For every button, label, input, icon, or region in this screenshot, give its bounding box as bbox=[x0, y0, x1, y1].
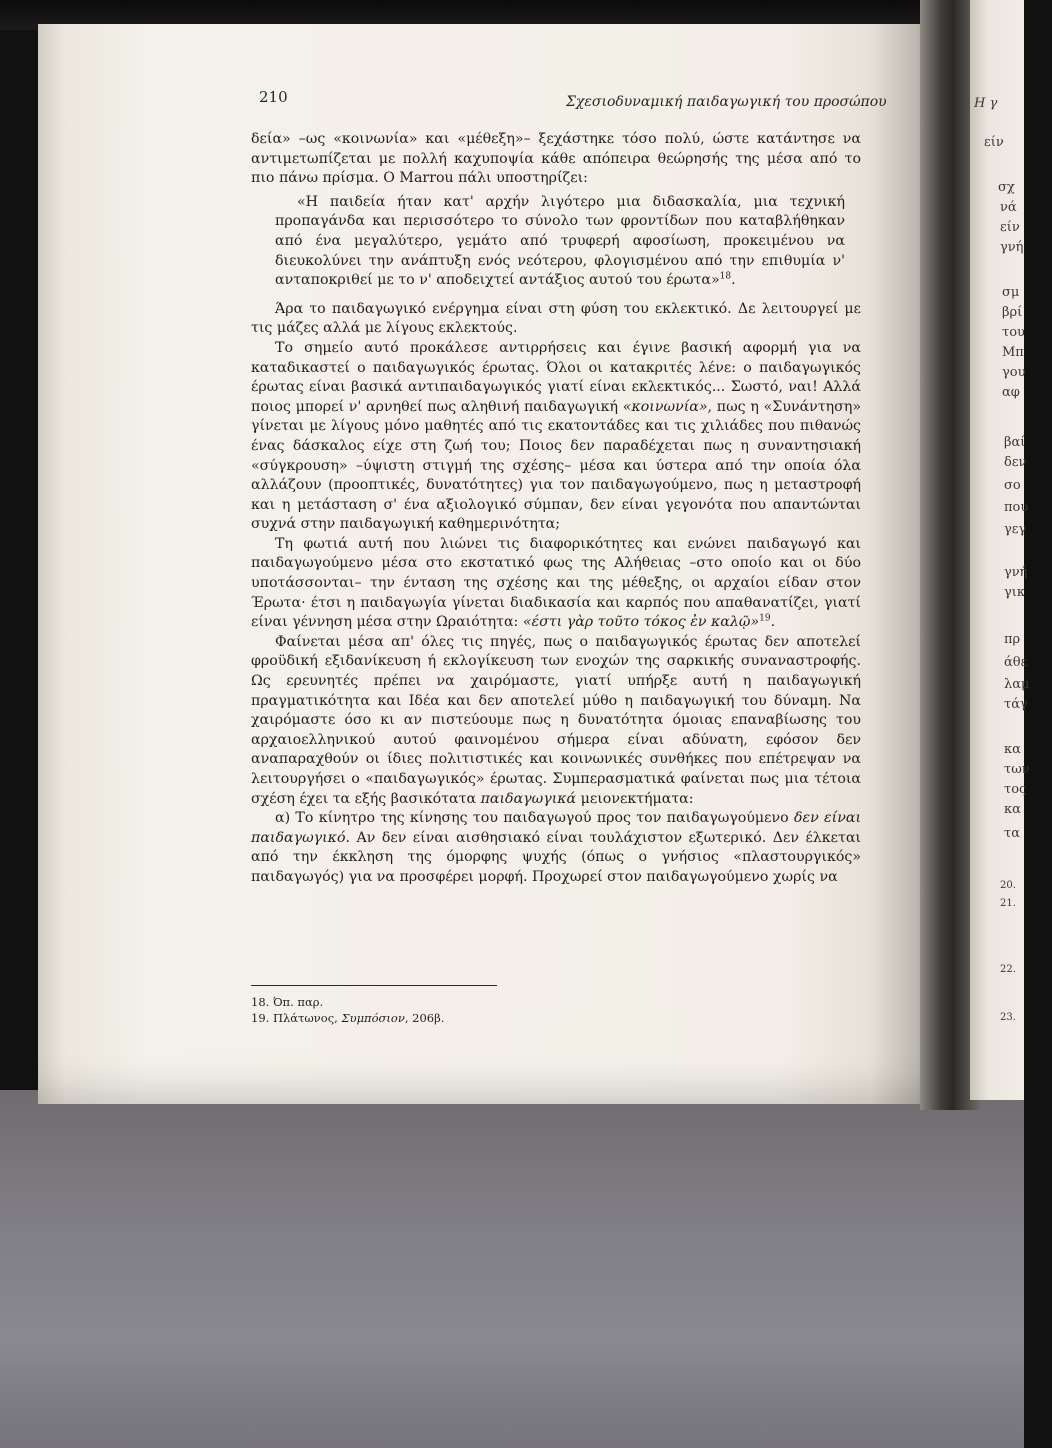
running-head: Σχεσιοδυναμική παιδαγωγική του προσώπου bbox=[566, 94, 887, 110]
body-text bbox=[251, 130, 861, 888]
facing-fragment: του bbox=[1002, 325, 1025, 340]
paragraph bbox=[251, 535, 861, 633]
paragraph bbox=[251, 633, 861, 809]
facing-fragment: γεγ bbox=[1004, 522, 1027, 537]
paragraph: δεία» –ως «κοινωνία» και «μέθεξη»– ξεχάστηκε τόσο πολύ, ώστε κατάντησε να αντιμετωπίζεται με πολλή καχυποψία κάθε απόπειρα θεώρησής της μέσα από το πιο πάνω πρίσμα. Ο Marrou πάλι υποστηρίζει: bbox=[251, 131, 861, 187]
facing-fragment: Μπ bbox=[1002, 345, 1024, 360]
facing-fragment: είν bbox=[984, 135, 1004, 150]
paragraph-text: Τη φωτιά αυτή που λιώνει τις διαφορικότητες και ενώνει παιδαγωγό και παιδαγωγούμενο μέσα στο εκστατικό φως της Αλήθειας –στο οποίο και οι δύο υποτάσσονται– την ένταση της σχέσης και της μέθεξης, οι αρχαίοι είδαν στον Έρωτα· έτσι η παιδαγωγία γίνεται διαδικασία και καρπός που απαθανατίζει, γιατί είναι γέννηση μέσα στην Ωραιότητα: bbox=[251, 535, 861, 631]
footnote-ref: 19 bbox=[759, 613, 771, 624]
footnote-number: 18. bbox=[251, 995, 270, 1009]
facing-fragment: που bbox=[1004, 500, 1029, 515]
facing-fragment: τος bbox=[1004, 782, 1027, 797]
paragraph bbox=[251, 809, 861, 887]
facing-fragment: αφ bbox=[1002, 385, 1020, 400]
facing-fragment: σμ bbox=[1002, 285, 1020, 300]
paragraph bbox=[251, 339, 861, 535]
footnote-18 bbox=[251, 994, 651, 1010]
block-quote: «Η παιδεία ήταν κατ' αρχήν λιγότερο μια διδασκαλία, μια τεχνική προπαγάνδα και περισσότερο το σύνολο των φροντίδων που καταβλήθηκαν από ένα μεγαλύτερο, γεμάτο από τρυφερή αφοσίωση, προκειμένου να διευκολύνει την ανάπτυξη ενός νεότερου, φλογισμένου από την επιθυμία ν' ανταποκριθεί με το ν' αποδειχτεί αντάξιος αυτού του έρωτα»$^{18}$. bbox=[275, 193, 845, 289]
paragraph-text: . bbox=[770, 614, 776, 631]
paragraph-text: μειονεκτήματα: bbox=[576, 790, 694, 807]
facing-fragment: γνή bbox=[1000, 240, 1024, 255]
footnote-text: Πλάτωνος, bbox=[272, 1011, 338, 1025]
footnote-text: Όπ. παρ. bbox=[272, 995, 324, 1009]
facing-page bbox=[970, 0, 1030, 1100]
paragraph-text: α) Το κίνητρο της κίνησης του παιδαγωγού προς τον παιδαγωγούμενο bbox=[275, 810, 789, 827]
emphasis: «έστι γὰρ τοῦτο τόκος ἐν καλῷ» bbox=[522, 614, 760, 631]
facing-fragment: τάγ bbox=[1004, 697, 1028, 712]
facing-fragment: πρ bbox=[1004, 632, 1021, 647]
facing-footnote-number: 23. bbox=[1000, 1012, 1016, 1023]
emphasis: «κοινωνία» bbox=[622, 398, 708, 415]
facing-fragment: τα bbox=[1004, 826, 1020, 841]
emphasis: δεν είναι παιδαγωγικό bbox=[251, 810, 862, 846]
footnote-19 bbox=[251, 1010, 651, 1026]
facing-fragment: σχ bbox=[998, 180, 1015, 195]
footnote-text: , 206β. bbox=[404, 1011, 445, 1025]
paragraph-text: . Αν δεν είναι αισθησιακό είναι τουλάχιστον εξωτερικό. Δεν έλκεται από την έκκληση της όμορφης ψυχής (όπως ο γνήσιος «πλαστουργικός» παιδαγωγός) για να προσφέρει μορφή. Προχωρεί στον παιδαγωγούμενο χωρίς να bbox=[251, 829, 861, 885]
facing-fragment: άθε bbox=[1004, 655, 1028, 670]
footnote-divider bbox=[251, 985, 497, 986]
footnote-number: 19. bbox=[251, 1011, 270, 1025]
paragraph: Άρα το παιδαγωγικό ενέργημα είναι στη φύση του εκλεκτικό. Δε λειτουργεί με τις μάζες αλλά με λίγους εκλεκτούς. bbox=[251, 300, 861, 337]
facing-fragment: βαί bbox=[1004, 435, 1026, 450]
facing-fragment: Η γ bbox=[974, 96, 998, 111]
footnote-title: Συμπόσιον bbox=[341, 1011, 405, 1025]
facing-footnote-number: 21. bbox=[1000, 898, 1016, 909]
facing-fragment: των bbox=[1004, 762, 1030, 777]
facing-footnote-number: 20. bbox=[1000, 880, 1016, 891]
facing-fragment: βρί bbox=[1002, 305, 1023, 320]
facing-fragment: γου bbox=[1002, 365, 1026, 380]
emphasis: παιδαγωγικά bbox=[480, 790, 577, 807]
page-number: 210 bbox=[259, 88, 288, 106]
footnote-ref: 18 bbox=[719, 271, 732, 282]
scanner-bed bbox=[0, 1090, 1024, 1448]
facing-fragment: σο bbox=[1004, 478, 1021, 493]
facing-fragment: είν bbox=[1000, 220, 1020, 235]
facing-footnote-number: 22. bbox=[1000, 964, 1016, 975]
facing-fragment: νά bbox=[1000, 200, 1017, 215]
facing-fragment: κα bbox=[1004, 742, 1021, 757]
facing-fragment: γικ bbox=[1004, 585, 1025, 600]
paragraph-text: Το σημείο αυτό προκάλεσε αντιρρήσεις και έγινε βασική αφορμή για να καταδικαστεί ο παιδαγωγικός έρωτας. Όλοι οι κατακριτές λένε: ο παιδαγωγικός έρωτας είναι βασικά αντιπαιδαγωγικός γιατί είναι εκλεκτικός... Σωστό, ναι! Αλλά ποιος μπορεί ν' αρνηθεί πως αληθινή παιδαγωγική bbox=[251, 339, 861, 415]
facing-fragment: κα bbox=[1004, 802, 1021, 817]
paragraph-text: , πως η «Συνάντηση» γίνεται με λίγους μόνο μαθητές από τις εκατοντάδες και τις χιλιάδες που πιθανώς ένας δάσκαλος είχε στη ζωή του; Ποιος δεν παραδέχεται πως η συναντησιακή «σύγκρουση» –ύψιστη στιγμή της σχέσης– μέσα και ύστερα από την οποία όλα αλλάζουν (προοπτικές, δυνατότητες) για τον παιδαγωγούμενο, πως η μεταστροφή και η μετάσταση σ' ένα αξιολογικό σύμπαν, δεν είναι γεγονότα που απαντώνται συχνά στην παιδαγωγική καθημερινότητα; bbox=[251, 398, 862, 533]
footnotes bbox=[251, 994, 651, 1026]
paragraph-text: Φαίνεται μέσα απ' όλες τις πηγές, πως ο παιδαγωγικός έρωτας δεν αποτελεί φροϋδική εξιδανίκευση ή εκλογίκευση των ενοχών της σαρκικής συναναστροφής. Ως ερευνητές πρέπει να χαιρόμαστε, γιατί υπήρξε αυτή η παιδαγωγική πραγματικότητα και Ιδέα και δεν αποτελεί μύθο η παιδαγωγική του δύναμη. Να χαιρόμαστε όσο κι αν πιστεύουμε πως η δυνατότητα όμοιας επαναβίωσης του αρχαιοελληνικού αυτού φαινομένου σήμερα είναι αδύνατη, εφόσον δεν αναπαραχθούν οι ίδιες πολιτιστικές και κοινωνικές συνθήκες που επέτρεψαν να λειτουργήσει ο «παιδαγωγικός» έρωτας. Συμπερασματικά φαίνεται πως μια τέτοια σχέση έχει τα εξής βασικότατα bbox=[251, 633, 861, 807]
facing-fragment: δεν bbox=[1004, 455, 1027, 470]
facing-fragment: γνή bbox=[1004, 565, 1028, 580]
quote-text: «Η παιδεία ήταν κατ' αρχήν λιγότερο μια διδασκαλία, μια τεχνική προπαγάνδα και περισσότερο το σύνολο των φροντίδων που καταβλήθηκαν από ένα μεγαλύτερο, γεμάτο από τρυφερή αφοσίωση, προκειμένου να διευκολύνει την ανάπτυξη ενός νεότερου, φλογισμένου από την επιθυμία ν' ανταποκριθεί με το ν' αποδειχτεί αντάξιος αυτού του έρωτα» bbox=[275, 193, 845, 289]
facing-fragment: λαμ bbox=[1004, 677, 1030, 692]
